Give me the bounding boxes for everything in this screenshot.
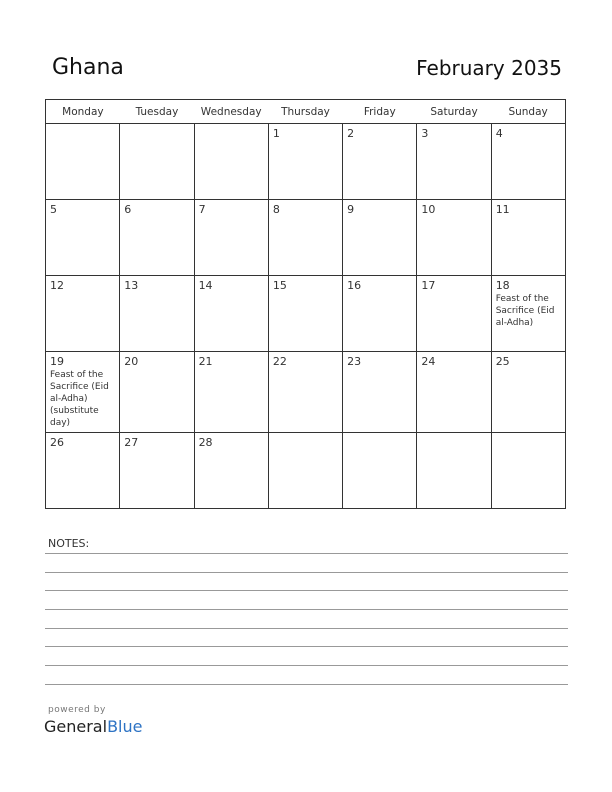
calendar-day-cell [417, 276, 491, 352]
note-line [45, 609, 568, 610]
note-line [45, 665, 568, 666]
generalblue-logo [44, 717, 142, 736]
day-number: 21 [198, 355, 213, 368]
note-line [45, 572, 568, 573]
calendar-day-cell [417, 352, 491, 433]
weekday-header: Sunday [491, 100, 565, 124]
country-title: Ghana [52, 55, 124, 80]
calendar-week-row [46, 352, 566, 433]
calendar-day-cell [343, 200, 417, 276]
note-line [45, 553, 568, 554]
day-number: 15 [272, 279, 287, 292]
calendar-day-cell [491, 276, 565, 352]
calendar-day-cell [120, 276, 194, 352]
calendar-day-cell [268, 352, 342, 433]
day-number: 10 [421, 203, 436, 216]
day-number: 17 [421, 279, 436, 292]
day-number: 4 [495, 127, 503, 140]
calendar-day-cell [46, 124, 120, 200]
day-number: 23 [347, 355, 362, 368]
day-number: 8 [272, 203, 280, 216]
weekday-header: Monday [46, 100, 120, 124]
note-line [45, 684, 568, 685]
calendar-grid [45, 99, 566, 509]
day-number: 6 [124, 203, 132, 216]
weekday-header: Wednesday [194, 100, 268, 124]
calendar-day-cell [194, 276, 268, 352]
calendar-day-cell [46, 352, 120, 433]
calendar-day-cell [46, 200, 120, 276]
day-number: 14 [198, 279, 213, 292]
calendar-day-cell [194, 433, 268, 509]
day-number: 25 [495, 355, 510, 368]
day-number: 28 [198, 436, 213, 449]
day-number: 5 [50, 203, 57, 216]
calendar-day-cell [491, 124, 565, 200]
day-number: 18 [495, 279, 510, 292]
note-line [45, 590, 568, 591]
day-number: 16 [347, 279, 362, 292]
day-number: 27 [124, 436, 139, 449]
calendar-week-row [46, 276, 566, 352]
day-number: 1 [272, 127, 280, 140]
note-line [45, 646, 568, 647]
day-number: 22 [272, 355, 287, 368]
day-number: 9 [347, 203, 355, 216]
weekday-header: Tuesday [120, 100, 194, 124]
calendar-day-cell [194, 200, 268, 276]
calendar-day-cell [194, 124, 268, 200]
calendar-day-cell [120, 352, 194, 433]
calendar-week-row [46, 200, 566, 276]
day-number: 2 [347, 127, 355, 140]
weekday-header: Saturday [417, 100, 491, 124]
calendar-day-cell [343, 352, 417, 433]
day-number: 7 [198, 203, 206, 216]
weekday-header: Thursday [268, 100, 342, 124]
calendar-week-row [46, 433, 566, 509]
calendar-day-cell [417, 124, 491, 200]
calendar-day-cell [417, 200, 491, 276]
calendar-day-cell [268, 433, 342, 509]
calendar-day-cell [343, 276, 417, 352]
day-number: 11 [495, 203, 510, 216]
day-number: 12 [50, 279, 64, 292]
holiday-label: Feast of the Sacrifice (Eid al-Adha) [495, 294, 555, 328]
calendar-day-cell [417, 433, 491, 509]
calendar-day-cell [120, 124, 194, 200]
calendar-day-cell [194, 352, 268, 433]
note-line [45, 628, 568, 629]
day-number: 19 [50, 355, 64, 368]
weekday-header: Friday [343, 100, 417, 124]
calendar-day-cell [491, 352, 565, 433]
powered-by-text: powered by [48, 705, 106, 715]
day-number: 13 [124, 279, 139, 292]
calendar-day-cell [343, 124, 417, 200]
weekday-header-row [46, 100, 566, 124]
calendar-day-cell [268, 124, 342, 200]
day-number: 20 [124, 355, 139, 368]
calendar-week-row [46, 124, 566, 200]
month-year-title: February 2035 [416, 56, 562, 80]
brand-blue: Blue [107, 717, 143, 736]
calendar-day-cell [491, 200, 565, 276]
calendar-day-cell [268, 276, 342, 352]
calendar-day-cell [120, 200, 194, 276]
calendar-day-cell [46, 433, 120, 509]
day-number: 26 [50, 436, 64, 449]
brand-general: General [44, 717, 108, 736]
calendar-day-cell [491, 433, 565, 509]
calendar-day-cell [46, 276, 120, 352]
holiday-label: Feast of the Sacrifice (Eid al-Adha) (substitute day) [50, 370, 109, 428]
day-number: 3 [421, 127, 429, 140]
day-number: 24 [421, 355, 436, 368]
calendar-day-cell [268, 200, 342, 276]
notes-label: NOTES: [48, 537, 90, 550]
calendar-day-cell [343, 433, 417, 509]
calendar-day-cell [120, 433, 194, 509]
